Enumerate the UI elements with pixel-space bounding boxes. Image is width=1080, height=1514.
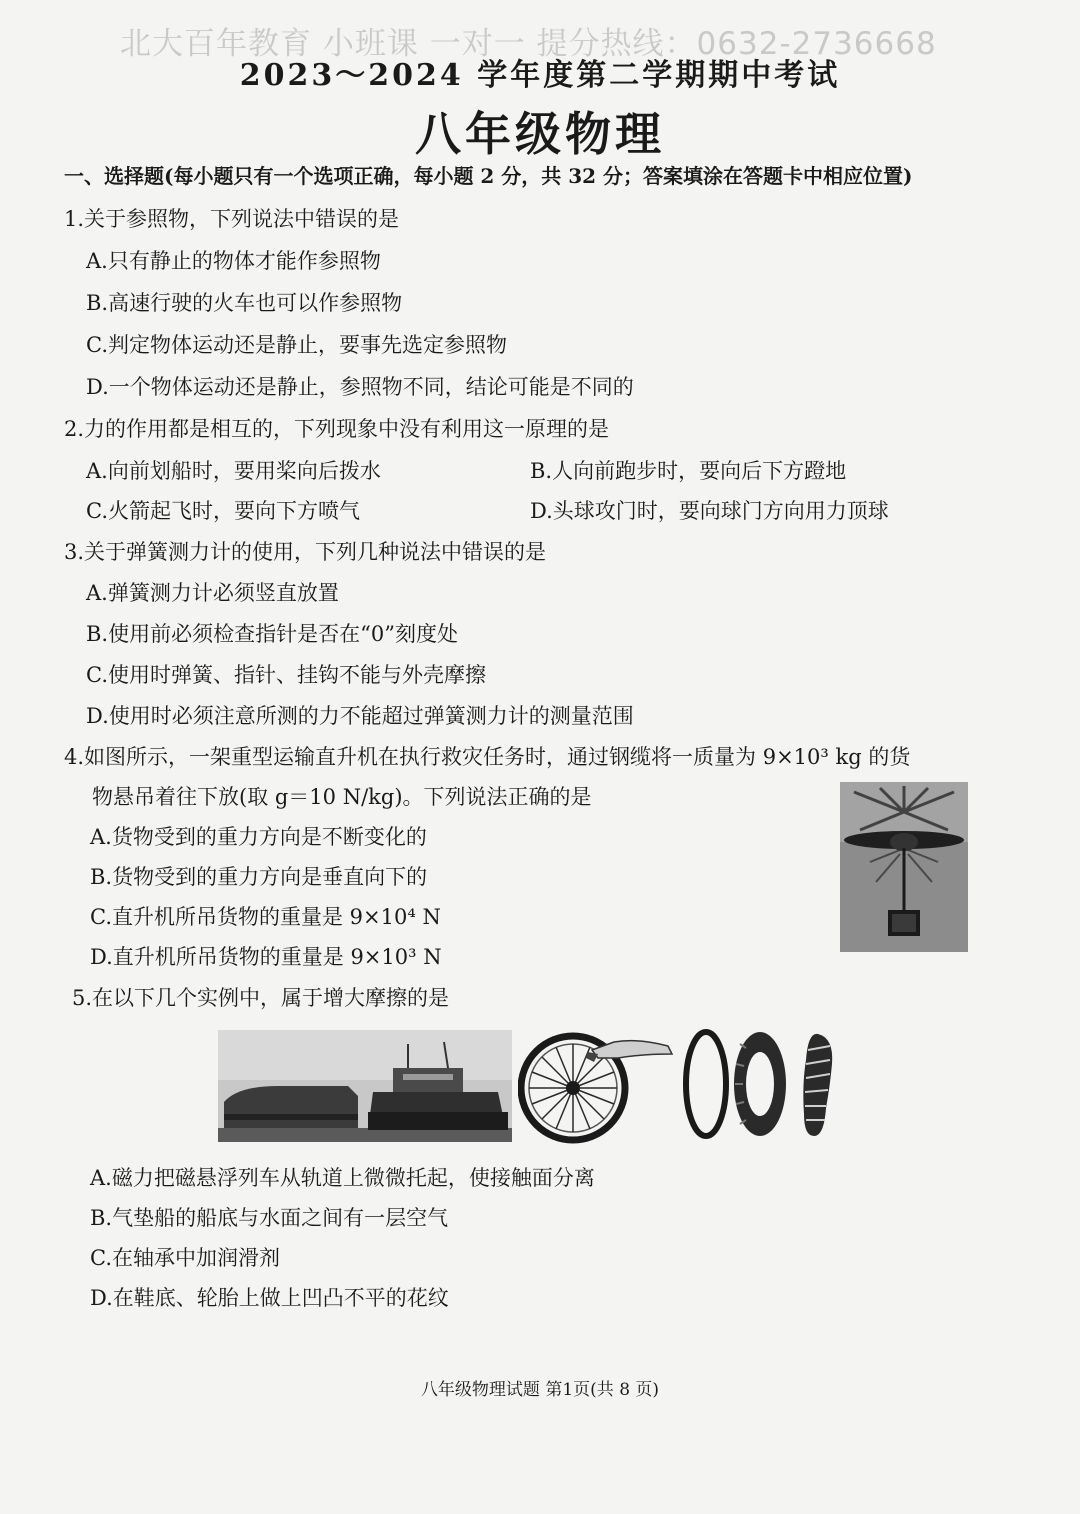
question-2-option-c: C.火箭起飞时，要向下方喷气 <box>86 499 360 523</box>
section-heading: 一、选择题(每小题只有一个选项正确，每小题 2 分，共 32 分；答案填涂在答题卡中相应位置) <box>64 164 913 188</box>
subject-title: 八年级物理 <box>415 107 665 161</box>
question-1-option-b: B.高速行驶的火车也可以作参照物 <box>86 291 403 315</box>
page-footer: 八年级物理试题 第1页(共 8 页) <box>420 1380 660 1400</box>
question-4-stem-line-2: 物悬吊着往下放(取 g＝10 N/kg)。下列说法正确的是 <box>92 785 592 809</box>
question-5-option-b: B.气垫船的船底与水面之间有一层空气 <box>90 1206 449 1230</box>
question-3-option-a: A.弹簧测力计必须竖直放置 <box>86 581 339 605</box>
question-1-option-a: A.只有静止的物体才能作参照物 <box>86 249 381 273</box>
question-5-stem: 5.在以下几个实例中，属于增大摩擦的是 <box>72 986 450 1010</box>
question-5-option-d: D.在鞋底、轮胎上做上凹凸不平的花纹 <box>90 1286 449 1310</box>
question-2-option-b: B.人向前跑步时，要向后下方蹬地 <box>530 459 847 483</box>
question-3-option-b: B.使用前必须检查指针是否在“0”刻度处 <box>86 622 458 646</box>
question-2-stem: 2.力的作用都是相互的，下列现象中没有利用这一原理的是 <box>64 417 610 441</box>
question-4-stem-line-1: 4.如图所示，一架重型运输直升机在执行救灾任务时，通过钢缆将一质量为 9×10³ kg 的货 <box>64 745 911 769</box>
bearing-lubricant-figure <box>518 1024 678 1146</box>
question-3-option-c: C.使用时弹簧、指针、挂钩不能与外壳摩擦 <box>86 663 486 687</box>
watermark: 北大百年教育 小班课 一对一 提分热线：0632-2736668 <box>120 26 937 62</box>
question-2-option-a: A.向前划船时，要用桨向后拨水 <box>86 459 381 483</box>
question-1-stem: 1.关于参照物，下列说法中错误的是 <box>64 207 400 231</box>
question-3-option-d: D.使用时必须注意所测的力不能超过弹簧测力计的测量范围 <box>86 704 634 728</box>
question-1-option-c: C.判定物体运动还是静止，要事先选定参照物 <box>86 333 507 357</box>
question-4-option-c: C.直升机所吊货物的重量是 9×10⁴ N <box>90 905 441 929</box>
question-5-option-c: C.在轴承中加润滑剂 <box>90 1246 280 1270</box>
question-4-option-d: D.直升机所吊货物的重量是 9×10³ N <box>90 945 442 969</box>
exam-title: 2023～2024 学年度第二学期期中考试 <box>239 58 841 93</box>
question-3-stem: 3.关于弹簧测力计的使用，下列几种说法中错误的是 <box>64 540 547 564</box>
question-1-option-d: D.一个物体运动还是静止，参照物不同，结论可能是不同的 <box>86 375 634 399</box>
helicopter-figure <box>840 782 968 952</box>
question-4-option-a: A.货物受到的重力方向是不断变化的 <box>90 825 427 849</box>
tire-shoe-sole-figure <box>680 1024 840 1146</box>
question-2-option-d: D.头球攻门时，要向球门方向用力顶球 <box>530 499 889 523</box>
question-5-option-a: A.磁力把磁悬浮列车从轨道上微微托起，使接触面分离 <box>90 1166 595 1190</box>
question-4-option-b: B.货物受到的重力方向是垂直向下的 <box>90 865 428 889</box>
maglev-hovercraft-photo <box>218 1030 512 1142</box>
